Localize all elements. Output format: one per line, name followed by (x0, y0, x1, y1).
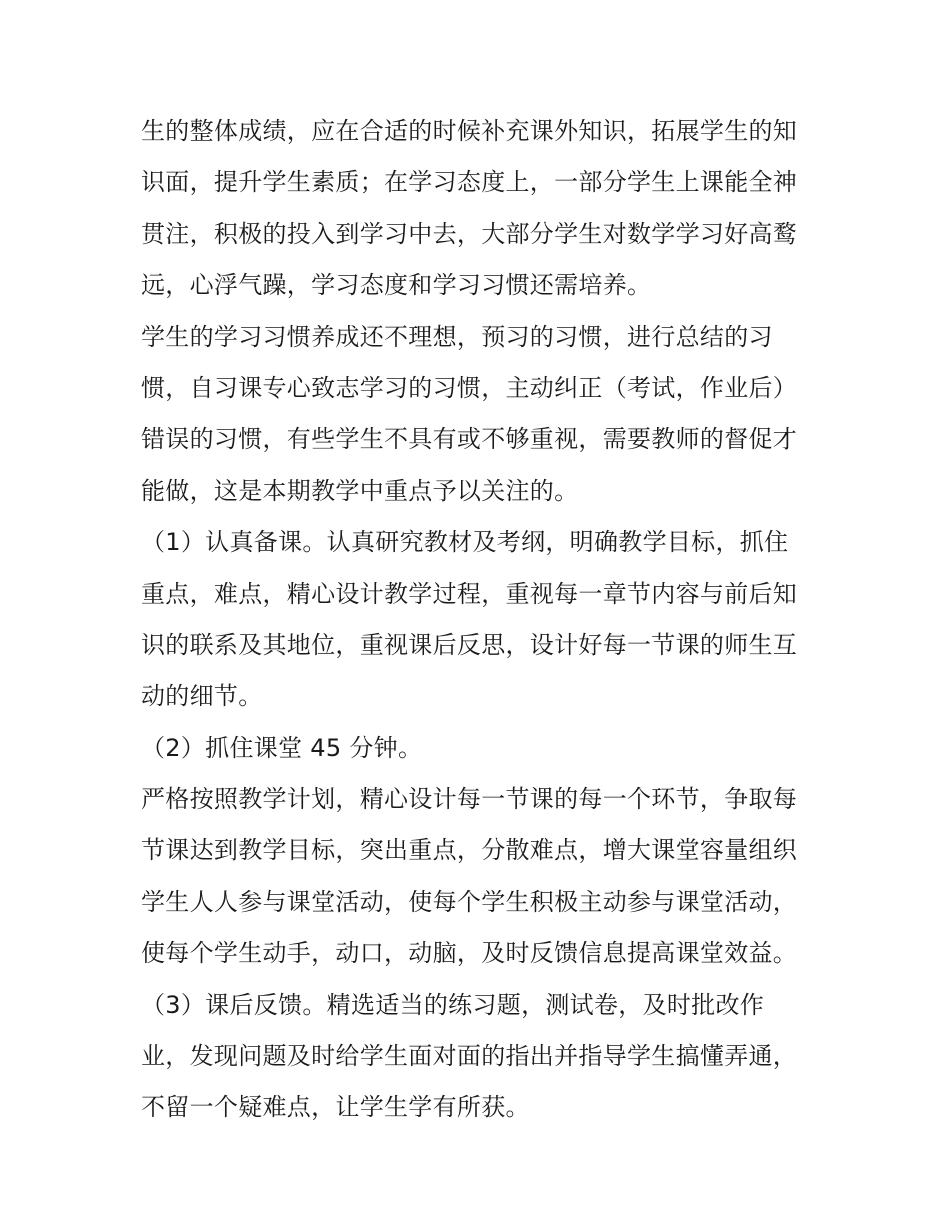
text-line: 能做，这是本期教学中重点予以关注的。 (141, 476, 579, 505)
text-line: （1）认真备课。认真研究教材及考纲，明确教学目标，抓住 (141, 528, 789, 557)
text-line: 惯，自习课专心致志学习的习惯，主动纠正（考试，作业后） (141, 373, 798, 402)
text-line: 重点，难点，精心设计教学过程，重视每一章节内容与前后知 (141, 579, 798, 608)
text-line: （3）课后反馈。精选适当的练习题，测试卷，及时批改作 (141, 990, 765, 1019)
text-line: 不留一个疑难点，让学生学有所获。 (141, 1093, 530, 1122)
text-line: 严格按照教学计划，精心设计每一节课的每一个环节，争取每 (141, 785, 798, 814)
text-line: 识面，提升学生素质；在学习态度上，一部分学生上课能全神 (141, 168, 798, 197)
text-line: （2）抓住课堂 45 分钟。 (141, 733, 423, 762)
text-line: 错误的习惯，有些学生不具有或不够重视，需要教师的督促才 (141, 425, 798, 454)
text-line: 学生人人参与课堂活动，使每个学生积极主动参与课堂活动， (141, 887, 798, 916)
text-line: 识的联系及其地位，重视课后反思，设计好每一节课的师生互 (141, 630, 798, 659)
text-line: 动的细节。 (141, 682, 263, 711)
text-line: 生的整体成绩，应在合适的时候补充课外知识，拓展学生的知 (141, 117, 798, 145)
document-body (141, 106, 821, 1134)
text-line: 使每个学生动手，动口，动脑，及时反馈信息提高课堂效益。 (141, 939, 798, 968)
text-line: 业，发现问题及时给学生面对面的指出并指导学生搞懂弄通， (141, 1042, 798, 1071)
text-line: 贯注，积极的投入到学习中去，大部分学生对数学学习好高鹜 (141, 219, 798, 248)
text-line: 节课达到教学目标，突出重点，分散难点，增大课堂容量组织 (141, 836, 798, 865)
text-line: 学生的学习习惯养成还不理想，预习的习惯，进行总结的习 (141, 322, 773, 351)
text-line: 远，心浮气躁，学习态度和学习习惯还需培养。 (141, 271, 652, 300)
